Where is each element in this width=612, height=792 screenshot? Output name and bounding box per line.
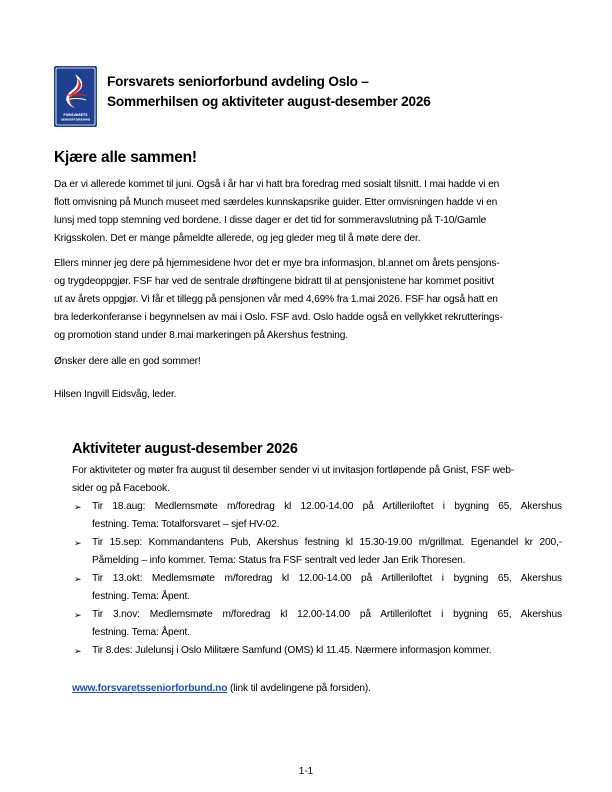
activities-list [72, 498, 562, 660]
text-line: Ønsker dere alle en god sommer! [54, 356, 201, 367]
text-line: flott omvisning på Munch museet med særdeles kunnskapsrike guider. Etter omvisningen hadde vi en [54, 197, 498, 208]
arrow-bullet-icon: ➢ [74, 574, 82, 584]
event-line-1: Tir 15.sep: Kommandantens Pub, Akershus festning kl 15.30-19.00 m/grillmat. Egenandel kr 200,- [92, 537, 562, 548]
list-item [72, 642, 562, 660]
event-line-1: Tir 8.des: Julelunsj i Oslo Militære Samfund (OMS) kl 11.45. Nærmere informasjon kommer. [92, 645, 492, 656]
list-item [72, 534, 562, 570]
list-item [72, 606, 562, 642]
text-line: Hilsen Ingvill Eidsvåg, leder. [54, 389, 177, 400]
greeting-heading: Kjære alle sammen! [54, 149, 197, 166]
website-link[interactable]: www.forsvaretsseniorforbund.no [72, 683, 228, 694]
event-line-1: Tir 3.nov: Medlemsmøte m/foredrag kl 12.00-14.00 på Artilleriloftet i bygning 65, Akershus [92, 609, 562, 620]
title-line-2: Sommerhilsen og aktiviteter august-desember 2026 [107, 94, 431, 109]
text-line: bra lederkonferanse i begynnelsen av mai i Oslo. FSF avd. Oslo hadde også en vellykket rekrutterings- [54, 312, 503, 323]
text-line: og trygdeoppgjør. FSF har ved de sentrale drøftingene bidratt til at pensjonistene har kommet positivt [54, 276, 494, 287]
page-title [107, 72, 547, 112]
text-line: og promotion stand under 8.mai markeringen på Akershus festning. [54, 330, 348, 341]
event-line-2: festning. Tema: Totalforsvaret – sjef HV-02. [92, 519, 280, 530]
title-line-1: Forsvarets seniorforbund avdeling Oslo – [107, 74, 369, 89]
event-line-1: Tir 18.aug: Medlemsmøte m/foredrag kl 12.00-14.00 på Artilleriloftet i bygning 65, Akershus [92, 501, 562, 512]
paragraph-summer-update [54, 176, 559, 248]
website-line [72, 680, 371, 698]
logo-text-line1: FORSVARETS [63, 113, 88, 117]
signature [54, 386, 559, 404]
event-line-2: festning. Tema: Åpent. [92, 627, 190, 638]
arrow-bullet-icon: ➢ [74, 610, 82, 620]
text-line: Da er vi allerede kommet til juni. Også i år har vi hatt bra foredrag med sosialt tilsnitt. I mai hadde vi en [54, 179, 500, 190]
summer-wish [54, 353, 559, 371]
text-line: ut av årets oppgjør. Vi får et tillegg på pensjonen vår med 4,69% fra 1.mai 2026. FSF har også hatt en [54, 294, 498, 305]
event-line-2: Påmelding – info kommer. Tema: Status fra FSF sentralt ved leder Jan Erik Thoresen. [92, 555, 466, 566]
text-line: lunsj med topp stemning ved bordene. I disse dager er det tid for sommeravslutning på T-10/Gamle [54, 215, 487, 226]
flame-emblem-icon [54, 66, 97, 127]
page-number-text: 1-1 [298, 766, 314, 777]
event-line-2: festning. Tema: Åpent. [92, 591, 190, 602]
text-line: Ellers minner jeg dere på hjemmesidene hvor det er mye bra informasjon, bl.annet om årets pensjons- [54, 258, 500, 269]
text-line: For aktiviteter og møter fra august til desember sender vi ut invitasjon fortløpende på Gnist, FSF web- [72, 465, 515, 476]
list-item [72, 570, 562, 606]
paragraph-pension-info [54, 255, 559, 345]
arrow-bullet-icon: ➢ [74, 502, 82, 512]
logo-text-line2: SENIORFORBUND [60, 117, 91, 122]
arrow-bullet-icon: ➢ [74, 538, 82, 548]
activities-intro [72, 462, 562, 498]
website-link-note: (link til avdelingene på forsiden). [227, 683, 371, 694]
arrow-bullet-icon: ➢ [74, 646, 82, 656]
forsvarets-seniorforbund-logo [54, 66, 97, 127]
page-number [0, 766, 612, 777]
event-line-1: Tir 13.okt: Medlemsmøte m/foredrag kl 12.00-14.00 på Artilleriloftet i bygning 65, Akershus [92, 573, 562, 584]
activities-heading: Aktiviteter august-desember 2026 [72, 441, 298, 457]
list-item [72, 498, 562, 534]
text-line: Krigsskolen. Det er mange påmeldte allerede, og jeg gleder meg til å møte dere der. [54, 233, 421, 244]
text-line: sider og på Facebook. [72, 483, 170, 494]
